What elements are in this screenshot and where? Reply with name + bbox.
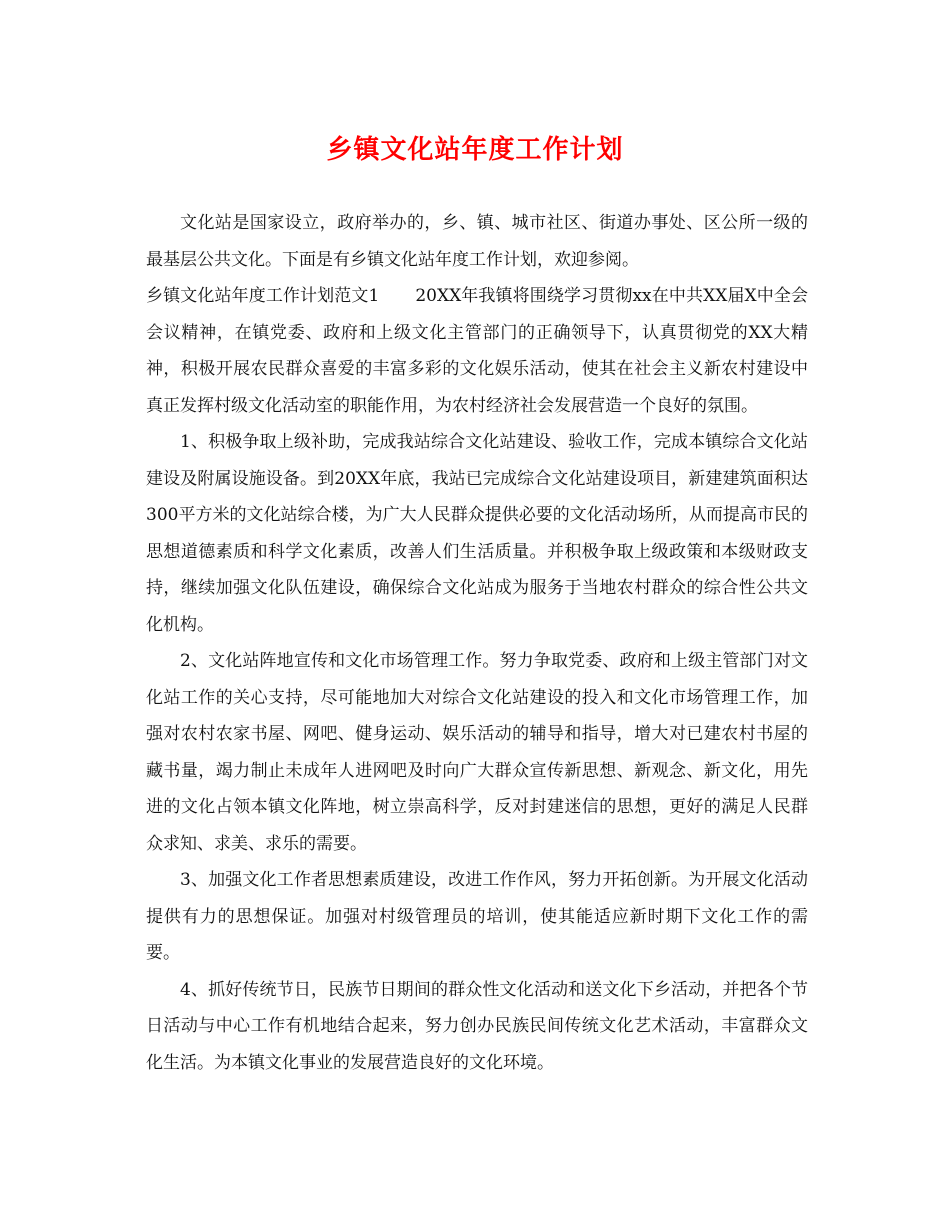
document-title: 乡镇文化站年度工作计划 xyxy=(326,135,624,165)
section-heading: 乡镇文化站年度工作计划范文1 xyxy=(146,286,380,306)
intro-paragraph: 文化站是国家设立，政府举办的，乡、镇、城市社区、街道办事处、区公所一级的最基层公共文化。下面是有乡镇文化站年度工作计划，欢迎参阅。 xyxy=(146,213,808,270)
section-paragraph xyxy=(146,278,808,424)
list-item: 3、加强文化工作者思想素质建设，改进工作作风，努力开拓创新。为开展文化活动提供有力的思想保证。加强对村级管理员的培训，使其能适应新时期下文化工作的需要。 xyxy=(146,870,808,963)
list-item: 1、积极争取上级补助，完成我站综合文化站建设、验收工作，完成本镇综合文化站建设及附属设施设备。到20XX年底，我站已完成综合文化站建设项目，新建建筑面积达300平方米的文化站综合楼，为广大人民群众提供必要的文化活动场所，从而提高市民的思想道德素质和科学文化素质，改善人们生活质量。并积极争取上级政策和本级财政支持，继续加强文化队伍建设，确保综合文化站成为服务于当地农村群众的综合性公共文化机构。 xyxy=(146,432,808,635)
section-lead: 20XX年我镇将围绕学习贯彻xx在中共XX届X中全会会议精神，在镇党委、政府和上级文化主管部门的正确领导下，认真贯彻党的XX大精神，积极开展农民群众喜爱的丰富多彩的文化娱乐活动，使其在社会主义新农村建设中真正发挥村级文化活动室的职能作用，为农村经济社会发展营造一个良好的氛围。 xyxy=(146,286,808,416)
list-item: 4、抓好传统节日，民族节日期间的群众性文化活动和送文化下乡活动，并把各个节日活动与中心工作有机地结合起来，努力创办民族民间传统文化艺术活动，丰富群众文化生活。为本镇文化事业的发展营造良好的文化环境。 xyxy=(146,979,808,1073)
document-body xyxy=(146,205,808,1081)
list-item: 2、文化站阵地宣传和文化市场管理工作。努力争取党委、政府和上级主管部门对文化站工作的关心支持，尽可能地加大对综合文化站建设的投入和文化市场管理工作，加强对农村农家书屋、网吧、健身运动、娱乐活动的辅导和指导，增大对已建农村书屋的藏书量，竭力制止未成年人进网吧及时向广大群众宣传新思想、新观念、新文化，用先进的文化占领本镇文化阵地，树立崇高科学，反对封建迷信的思想，更好的满足人民群众求知、求美、求乐的需要。 xyxy=(146,651,808,854)
